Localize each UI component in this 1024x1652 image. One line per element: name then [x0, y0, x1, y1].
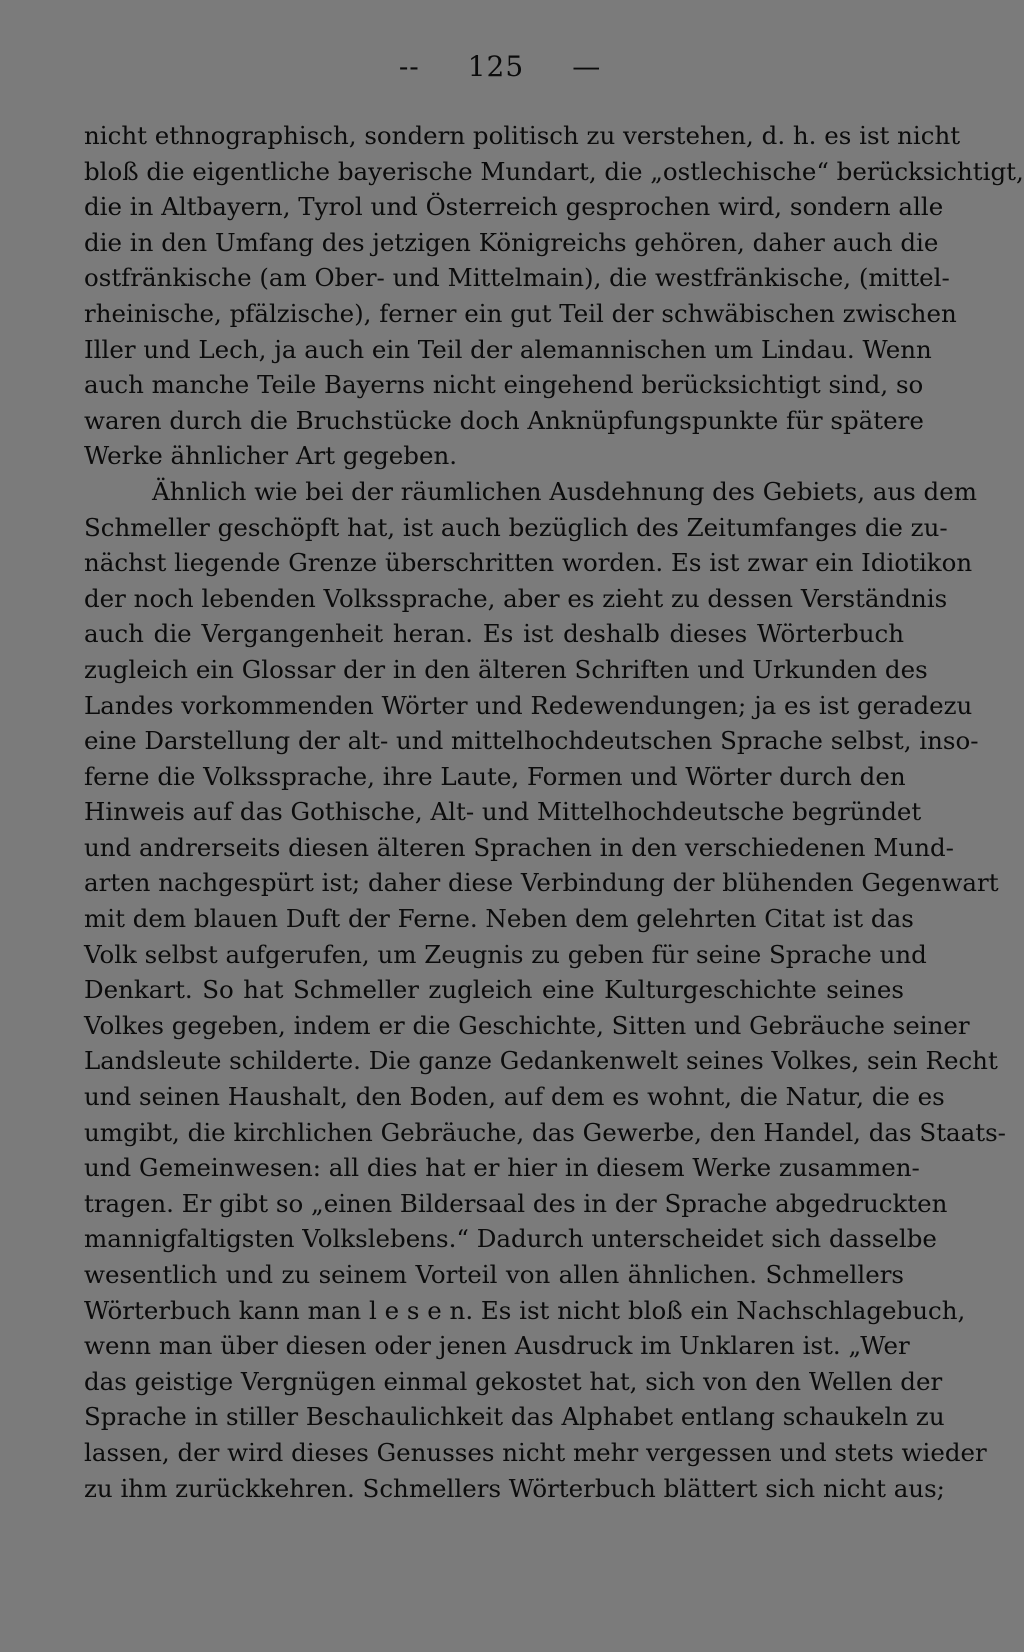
text-line: Werke ähnlicher Art gegeben. [84, 441, 458, 471]
text-line: Landsleute schilderte. Die ganze Gedankenwelt seines Volkes, sein Recht [84, 1046, 998, 1076]
text-line: auch manche Teile Bayerns nicht eingehend berücksichtigt sind, so [84, 370, 924, 400]
text-line: ferne die Volkssprache, ihre Laute, Formen und Wörter durch den [84, 761, 906, 791]
text-line: Sprache in stiller Beschaulichkeit das Alphabet entlang schaukeln zu [84, 1402, 945, 1432]
text-line: nächst liegende Grenze überschritten worden. Es ist zwar ein Idiotikon [84, 548, 973, 578]
text-line: bloß die eigentliche bayerische Mundart, die „ostlechische“ berücksichtigt, [84, 156, 1024, 186]
text-line: Landes vorkommenden Wörter und Redewendungen; ja es ist geradezu [84, 690, 973, 720]
text-line: eine Darstellung der alt- und mittelhochdeutschen Sprache selbst, inso- [84, 726, 979, 756]
text-line: waren durch die Bruchstücke doch Anknüpfungspunkte für spätere [84, 405, 924, 435]
text-line: die in den Umfang des jetzigen Königreichs gehören, daher auch die [84, 227, 939, 257]
text-line: die in Altbayern, Tyrol und Österreich gesprochen wird, sondern alle [84, 192, 944, 222]
text-line: nicht ethnographisch, sondern politisch zu verstehen, d. h. es ist nicht [84, 121, 961, 150]
text-line: Ähnlich wie bei der räumlichen Ausdehnung des Gebiets, aus dem [152, 476, 977, 506]
text-line: und seinen Haushalt, den Boden, auf dem es wohnt, die Natur, die es [84, 1082, 945, 1112]
text-line: zu ihm zurückkehren. Schmellers Wörterbuch blättert sich nicht aus; [84, 1473, 945, 1503]
text-line: das geistige Vergnügen einmal gekostet hat, sich von den Wellen der [84, 1366, 943, 1396]
text-line: ostfränkische (am Ober- und Mittelmain), die westfränkische, (mittel- [84, 263, 950, 293]
body-text [84, 118, 1024, 1506]
text-line: zugleich ein Glossar der in den älteren Schriften und Urkunden des [84, 654, 928, 684]
text-line: lassen, der wird dieses Genusses nicht mehr vergessen und stets wieder [84, 1437, 987, 1467]
text-line: Iller und Lech, ja auch ein Teil der alemannischen um Lindau. Wenn [84, 334, 932, 364]
text-line: wesentlich und zu seinem Vorteil von allen ähnlichen. Schmellers [84, 1260, 904, 1289]
text-line: umgibt, die kirchlichen Gebräuche, das Gewerbe, den Handel, das Staats- [84, 1117, 1006, 1147]
page-number: 125 [467, 50, 525, 83]
text-line: Hinweis auf das Gothische, Alt- und Mittelhochdeutsche begründet [84, 797, 922, 827]
text-line: tragen. Er gibt so „einen Bildersaal des in der Sprache abgedruckten [84, 1188, 948, 1218]
text-line: mannigfaltigsten Volkslebens.“ Dadurch unterscheidet sich dasselbe [84, 1224, 937, 1254]
text-line: und andrerseits diesen älteren Sprachen in den verschiedenen Mund- [84, 832, 954, 862]
text-line: Volk selbst aufgerufen, um Zeugnis zu geben für seine Sprache und [84, 939, 927, 969]
header-right-dash: — [572, 50, 602, 83]
text-line: rheinische, pfälzische), ferner ein gut Teil der schwäbischen zwischen [84, 298, 957, 328]
text-line: Denkart. So hat Schmeller zugleich eine Kulturgeschichte seines [84, 975, 904, 1005]
text-line: mit dem blauen Duft der Ferne. Neben dem gelehrten Citat ist das [84, 904, 914, 934]
text-line: wenn man über diesen oder jenen Ausdruck im Unklaren ist. „Wer [84, 1331, 910, 1361]
text-line: arten nachgespürt ist; daher diese Verbindung der blühenden Gegenwart [84, 868, 999, 898]
page-header [0, 50, 1000, 83]
text-line: und Gemeinwesen: all dies hat er hier in diesem Werke zusammen- [84, 1153, 920, 1183]
text-line: auch die Vergangenheit heran. Es ist deshalb dieses Wörterbuch [84, 619, 904, 649]
text-line: der noch lebenden Volkssprache, aber es zieht zu dessen Verständnis [84, 583, 948, 613]
header-left-dash: -- [398, 50, 420, 83]
text-line: Wörterbuch kann man l e s e n. Es ist nicht bloß ein Nachschlagebuch, [84, 1295, 966, 1325]
text-line: Schmeller geschöpft hat, ist auch bezüglich des Zeitumfanges die zu- [84, 512, 948, 542]
text-line: Volkes gegeben, indem er die Geschichte, Sitten und Gebräuche seiner [84, 1010, 970, 1040]
